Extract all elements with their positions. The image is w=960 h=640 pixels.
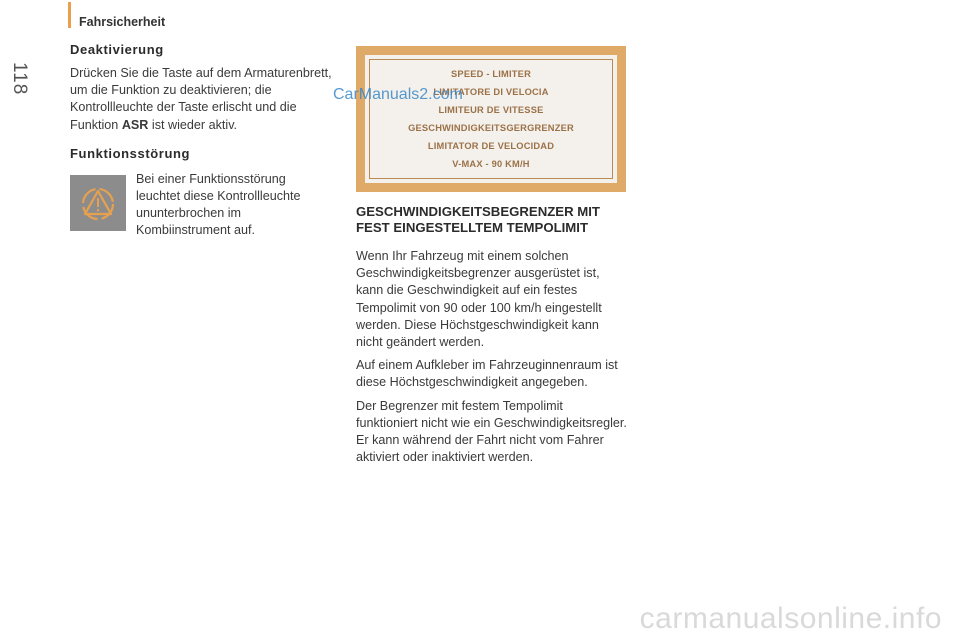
sticker-line: LIMITATOR DE VELOCIDAD (427, 141, 555, 151)
body-paragraph: Auf einem Aufkleber im Fahrzeuginnenraum ist diese Höchstgeschwindigkeit angegeben. (356, 358, 618, 390)
header-accent-bar (68, 2, 71, 28)
page-number: 118 (9, 62, 30, 96)
deactivation-text-part2: ist wieder aktiv. (148, 117, 238, 132)
body-paragraph: Der Begrenzer mit festem Tempolimit funktioniert nicht wie ein Geschwindigkeitsregler. Er kann während der Fahrt nicht vom Fahrer aktiviert oder inaktiviert werden. (356, 398, 627, 465)
footer-watermark: carmanualsonline.info (639, 602, 942, 635)
right-column (356, 204, 628, 466)
warning-triangle-icon (70, 175, 126, 231)
sticker-line: GESCHWINDIGKEITSGERGRENZER (408, 123, 574, 133)
sticker-line: SPEED - LIMITER (451, 69, 531, 79)
sticker-frame (369, 59, 613, 179)
speed-limiter-heading: GESCHWINDIGKEITSBEGRENZER MIT FEST EINGESTELLTEM TEMPOLIMIT (356, 204, 600, 235)
section-title: Fahrsicherheit (79, 15, 166, 29)
malfunction-text: Bei einer Funktionsstörung leuchtet diese Kontrollleuchte ununterbrochen im Kombiinstrument auf. (136, 171, 301, 238)
deactivation-text-part1: Drücken Sie die Taste auf dem Armaturenbrett, um die Funktion zu deaktivieren; die Kontrollleuchte der Taste erlischt und die Funktion (70, 66, 332, 132)
watermark-link[interactable]: CarManuals2.com (333, 86, 463, 103)
sticker-line: LIMITATORE DI VELOCIA (433, 87, 549, 97)
sticker-line: V-MAX - 90 KM/H (452, 159, 530, 169)
malfunction-heading: Funktionsstörung (70, 145, 191, 161)
asr-label: ASR (121, 117, 149, 132)
sticker-line: LIMITEUR DE VITESSE (438, 105, 544, 115)
left-column (70, 42, 332, 240)
malfunction-row (70, 171, 332, 240)
deactivation-text (70, 65, 332, 134)
body-paragraph: Wenn Ihr Fahrzeug mit einem solchen Geschwindigkeitsbegrenzer ausgerüstet ist, kann die Geschwindigkeit auf ein festes Tempolimit von 90 oder 100 km/h eingestellt werden. Diese Höchstgeschwindigkeit kann nicht geändert werden. (356, 249, 602, 350)
speed-limiter-sticker (356, 46, 626, 192)
sticker-inner (365, 55, 617, 183)
deactivation-heading: Deaktivierung (70, 42, 164, 57)
